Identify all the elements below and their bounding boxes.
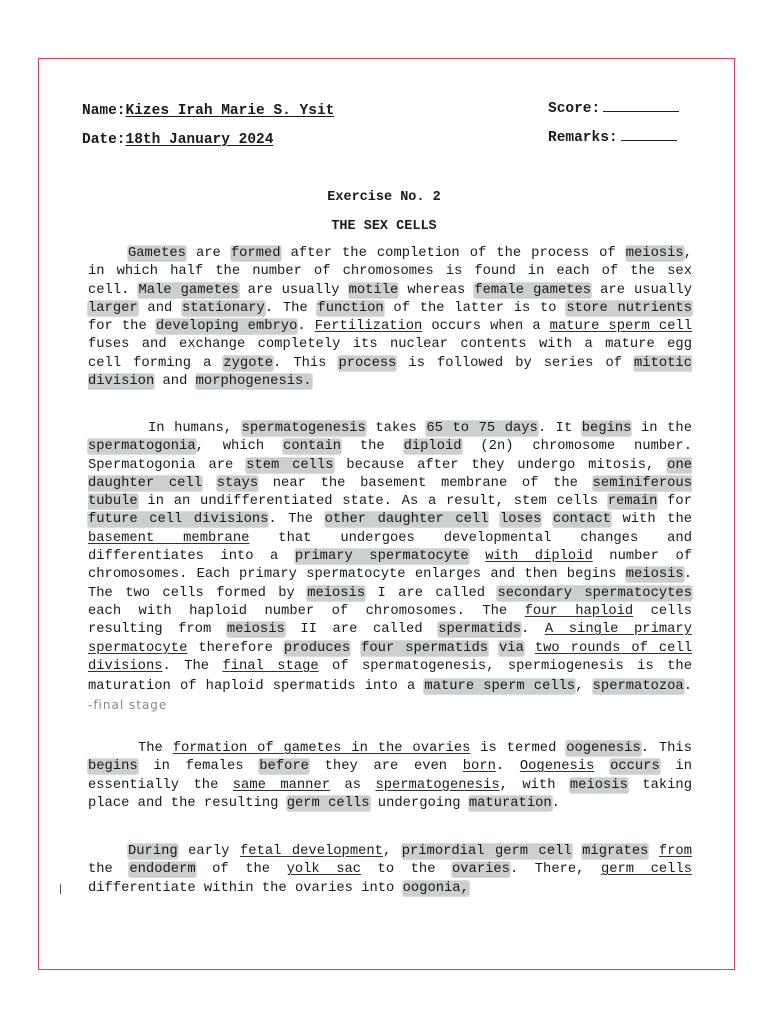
text-run: [469, 549, 486, 564]
highlighted-text: four spermatids: [361, 640, 489, 656]
text-run: .: [683, 679, 692, 695]
text-run: the: [341, 439, 404, 455]
highlighted-text: seminiferous tubule: [88, 475, 692, 510]
text-run: . It: [537, 421, 582, 436]
underlined-text: A single primary spermatocyte: [88, 622, 692, 656]
highlighted-text: other daughter cell: [324, 512, 489, 528]
highlighted-text: primordial germ cell: [401, 844, 572, 859]
student-name: Kizes Irah Marie S. Ysit: [125, 103, 335, 119]
highlighted-text: store nutrients: [566, 300, 692, 316]
highlighted-text: meiosis: [625, 567, 684, 583]
highlighted-text: one daughter cell: [88, 457, 693, 491]
text-run: . This: [640, 741, 692, 756]
text-run: in the: [631, 421, 692, 436]
underlined-text: two rounds of cell divisions: [88, 640, 693, 674]
text-run: with the: [610, 512, 693, 528]
highlighted-text: meiosis: [569, 777, 628, 793]
highlighted-text: female gametes: [474, 282, 592, 298]
text-run: differentiate within the ovaries into: [88, 880, 403, 896]
text-run: ,: [575, 679, 593, 695]
text-run: [524, 641, 535, 656]
text-run: is termed: [470, 741, 567, 756]
text-run: .: [521, 622, 545, 638]
highlighted-text: begins: [88, 759, 138, 775]
highlighted-text: meiosis: [307, 585, 366, 601]
text-run: because after they undergo mitosis,: [333, 457, 668, 473]
text-run: in essentially the: [88, 759, 692, 793]
highlighted-text: zygote: [223, 355, 274, 371]
name-label: Name:: [82, 103, 126, 119]
highlighted-text: ovaries: [452, 862, 510, 878]
section-title: THE SEX CELLS: [331, 219, 437, 234]
text-run: . There,: [509, 862, 601, 878]
text-run: I are called: [365, 585, 498, 601]
text-run: The: [138, 741, 173, 756]
paragraph-fetal-development: [88, 843, 692, 898]
text-run: ,: [382, 844, 402, 859]
text-run: of the latter is to: [383, 300, 567, 316]
text-run: .: [551, 795, 560, 811]
text-run: [350, 641, 361, 656]
highlighted-text: diploid: [403, 439, 462, 455]
highlighted-text: Gametes: [128, 246, 186, 261]
text-run: , which: [195, 439, 284, 455]
score-line: [548, 99, 679, 117]
highlighted-text: larger: [88, 300, 138, 316]
remarks-line: [548, 128, 677, 146]
text-run: fuses and exchange completely its nuclear contents with a mature egg cell forming a: [88, 337, 692, 371]
highlighted-text: oogonia,: [402, 880, 469, 896]
text-run: for: [657, 494, 692, 510]
underlined-text: formation of gametes in the ovaries: [172, 741, 471, 756]
text-run: are usually: [591, 282, 692, 298]
text-run: . The: [162, 658, 223, 674]
underlined-text: germ cells: [600, 862, 692, 878]
highlighted-text: primary spermatocyte: [294, 549, 469, 565]
date-line: [82, 132, 273, 148]
handwritten-note: -final stage: [88, 698, 168, 713]
underlined-text: Fertilization: [314, 319, 423, 335]
highlighted-text: oogenesis: [566, 741, 641, 756]
underlined-text: fetal development: [240, 844, 383, 859]
text-run: [572, 844, 582, 859]
text-run: that undergoes developmental changes and differentiates into a: [88, 530, 692, 565]
text-run: for the: [88, 319, 156, 335]
text-run: , with: [499, 777, 570, 793]
text-run: [488, 512, 500, 527]
score-blank: [603, 99, 679, 112]
text-run: in females: [137, 759, 260, 775]
text-run: to the: [361, 862, 452, 878]
highlighted-text: endoderm: [129, 862, 196, 878]
date-label: Date:: [82, 132, 126, 148]
text-run: . This: [273, 355, 339, 371]
highlighted-text: formed: [230, 246, 281, 261]
text-run: [541, 512, 553, 527]
highlighted-text: developing embryo: [155, 319, 298, 335]
text-run: .: [297, 319, 315, 335]
highlighted-text: spermatogenesis: [241, 421, 366, 436]
highlighted-text: occurs: [610, 759, 660, 775]
text-run: early: [177, 844, 241, 859]
underlined-text: four haploid: [524, 603, 634, 619]
text-run: , in which half the number of chromosomes is found in each of the sex cell.: [88, 246, 692, 298]
name-line: [82, 103, 334, 119]
text-run: .: [495, 759, 520, 775]
text-run: the: [88, 862, 130, 878]
underlined-text: born: [462, 759, 496, 775]
date-value: 18th January 2024: [125, 132, 274, 148]
text-run: in an undifferentiated state. As a result, stem cells: [137, 494, 608, 510]
text-run: are: [185, 246, 231, 261]
highlighted-text: spermatids: [438, 622, 522, 638]
highlighted-text: future cell divisions: [88, 512, 269, 528]
highlighted-text: remain: [607, 494, 658, 510]
highlighted-text: 65 to 75 days: [426, 421, 538, 436]
highlighted-text: function: [317, 300, 384, 316]
text-run: II are called: [284, 622, 439, 638]
highlighted-text: stem cells: [246, 457, 334, 473]
highlighted-text: begins: [581, 421, 632, 436]
text-run: [488, 641, 499, 656]
highlighted-text: meiosis: [625, 246, 684, 261]
underlined-text: mature sperm cell: [549, 319, 692, 335]
highlighted-text: contact: [552, 512, 611, 528]
highlighted-text: secondary spermatocytes: [497, 585, 692, 601]
text-run: [202, 476, 217, 491]
highlighted-text: contain: [283, 439, 342, 455]
margin-mark: [60, 884, 61, 894]
highlighted-text: maturation: [468, 795, 552, 811]
text-run: and: [137, 300, 183, 316]
text-run: whereas: [398, 282, 475, 298]
remarks-label: Remarks:: [548, 130, 618, 146]
text-run: taking place and the resulting: [88, 777, 692, 811]
text-run: after the completion of the process of: [280, 246, 626, 261]
highlighted-text: germ cells: [286, 795, 370, 811]
underlined-text: same manner: [232, 777, 331, 793]
underlined-text: Oogenesis: [519, 759, 595, 775]
text-run: number of chromosomes. Each primary spermatocyte enlarges and then begins: [88, 549, 693, 583]
highlighted-text: process: [338, 355, 397, 371]
highlighted-text: produces: [283, 640, 351, 656]
paragraph-gametes: [88, 245, 692, 391]
text-run: . The: [268, 512, 325, 528]
underlined-text: basement membrane: [88, 530, 250, 546]
highlighted-text: stationary: [182, 300, 265, 316]
highlighted-text: mitotic division: [88, 355, 692, 390]
highlighted-text: meiosis: [226, 622, 285, 638]
highlighted-text: mature sperm cells: [424, 679, 576, 695]
text-run: and: [154, 374, 196, 390]
underlined-text: from: [658, 844, 692, 859]
text-run: as: [330, 777, 376, 793]
text-run: cells resulting from: [88, 603, 693, 638]
underlined-text: with diploid: [485, 549, 593, 565]
highlighted-text: spermatogonia: [88, 439, 196, 455]
text-run: are usually: [238, 282, 349, 298]
text-run: of the: [195, 862, 287, 878]
highlighted-text: loses: [500, 512, 542, 528]
exercise-title: Exercise No. 2: [327, 190, 441, 205]
highlighted-text: During: [128, 844, 178, 859]
text-run: near the basement membrane of the: [258, 475, 593, 491]
text-run: [648, 844, 658, 859]
text-run: . The: [264, 300, 318, 316]
underlined-text: final stage: [222, 658, 319, 674]
highlighted-text: Male gametes: [138, 282, 239, 298]
score-label: Score:: [548, 101, 601, 117]
paragraph-oogenesis: [88, 740, 692, 813]
highlighted-text: migrates: [582, 844, 649, 859]
highlighted-text: before: [259, 759, 309, 775]
text-run: In humans,: [148, 421, 242, 436]
highlighted-text: via: [499, 640, 524, 656]
paragraph-spermatogenesis: [88, 420, 692, 717]
text-run: . The two cells formed by: [88, 567, 692, 601]
highlighted-text: spermatozoa: [592, 679, 684, 695]
text-run: takes: [365, 421, 427, 436]
highlighted-text: motile: [348, 282, 399, 298]
remarks-blank: [621, 128, 677, 141]
underlined-text: spermatogenesis: [375, 777, 500, 793]
text-run: is followed by series of: [396, 355, 635, 371]
text-run: undergoing: [369, 795, 469, 811]
text-run: therefore: [187, 640, 284, 656]
text-run: [594, 759, 610, 774]
text-run: occurs when a: [422, 319, 550, 335]
text-run: of spermatogenesis, spermiogenesis is the maturation of haploid spermatids into a: [88, 658, 692, 695]
underlined-text: yolk sac: [286, 862, 362, 878]
highlighted-text: stays: [216, 475, 259, 491]
highlighted-text: morphogenesis.: [195, 374, 312, 390]
text-run: they are even: [308, 759, 463, 775]
text-run: (2n) chromosome number. Spermatogonia are: [88, 439, 692, 473]
text-run: each with haploid number of chromosomes. The: [88, 603, 525, 619]
